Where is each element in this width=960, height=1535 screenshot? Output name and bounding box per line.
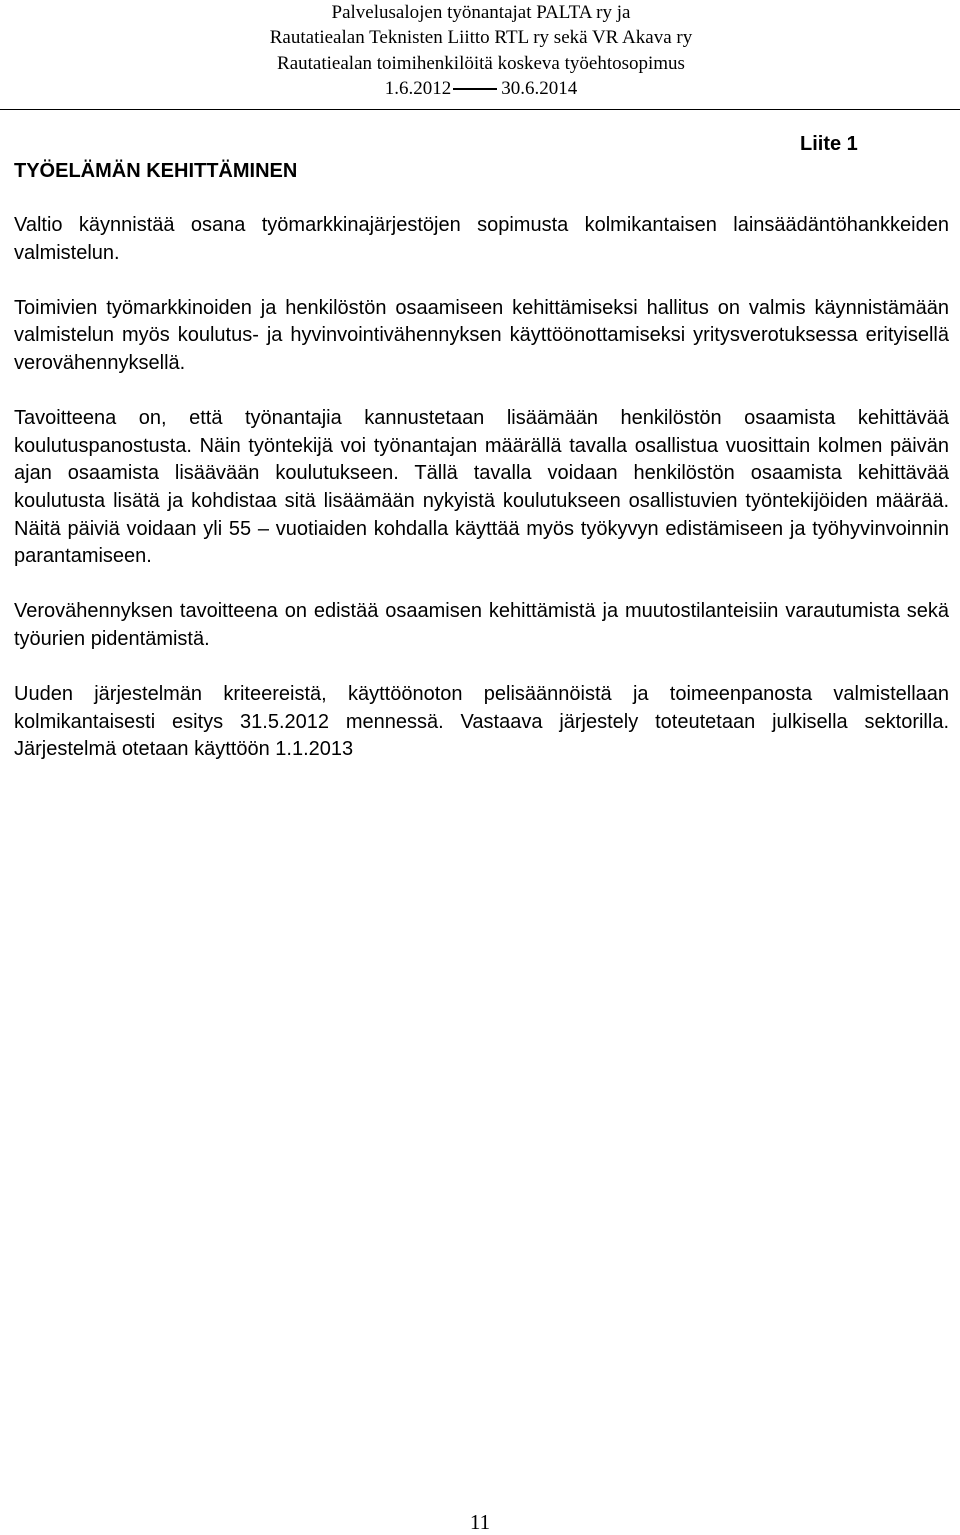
- header-line-2: Rautatiealan Teknisten Liitto RTL ry sekä VR Akava ry: [269, 27, 693, 49]
- paragraph-1: Valtio käynnistää osana työmarkkinajärjestöjen sopimusta kolmikantaisen lainsäädäntöhankkeiden valmistelun.: [14, 214, 949, 264]
- document-header: [0, 0, 960, 101]
- period-start: 1.6.2012: [384, 77, 452, 99]
- header-agreement-period: [0, 76, 960, 101]
- header-line-1: Palvelusalojen työnantajat PALTA ry ja: [331, 2, 631, 23]
- paragraph-5: Uuden järjestelmän kriteereistä, käyttöönoton pelisäännöistä ja toimeenpanosta valmistellaan kolmikantaisesti esitys 31.5.2012 mennessä. Vastaava järjestely toteutetaan julkisella sektorilla. Järjestelmä otetaan käyttöön 1.1.2013: [14, 683, 949, 761]
- appendix-label: Liite 1: [800, 133, 858, 155]
- page-number: 11: [469, 1510, 491, 1534]
- paragraph-3: Tavoitteena on, että työnantajia kannustetaan lisäämään henkilöstön osaamista kehittävää koulutuspanostusta. Näin työntekijä voi työnantajan määrällä tavalla osallistua vuosittain kolmen päivän ajan osaamista lisäävään koulutukseen. Tällä tavalla voidaan henkilöstön osaamista kehittävää koulutusta lisätä ja kohdistaa sitä lisäämään nykyistä koulutukseen osallistuvien työntekijöiden määrää. Näitä päiviä voidaan yli 55 – vuotiaiden kohdalla käyttää myös työkyvyn edistämiseen ja työhyvinvoinnin parantamiseen.: [14, 407, 949, 568]
- paragraph-4: Verovähennyksen tavoitteena on edistää osaamisen kehittämistä ja muutostilanteisiin varautumista sekä työurien pidentämistä.: [14, 600, 949, 650]
- header-line-3: Rautatiealan toimihenkilöitä koskeva työehtosopimus: [277, 52, 685, 74]
- body-text: [14, 212, 949, 791]
- header-divider: [0, 109, 960, 110]
- section-title: TYÖELÄMÄN KEHITTÄMINEN: [14, 160, 298, 182]
- period-end: 30.6.2014: [501, 77, 578, 99]
- paragraph-2: Toimivien työmarkkinoiden ja henkilöstön osaamiseen kehittämiseksi hallitus on valmis käynnistämään valmistelun myös koulutus- ja hyvinvointivähennyksen käyttöönottamiseksi yritysverotuksessa erityisellä verovähennyksellä.: [14, 296, 949, 374]
- period-dash: [453, 88, 497, 90]
